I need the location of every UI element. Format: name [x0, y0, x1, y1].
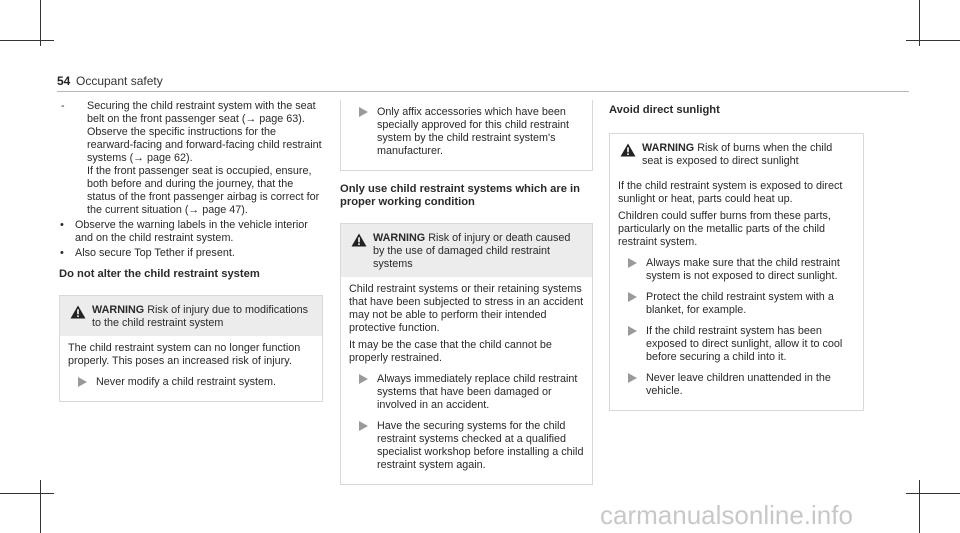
warning-body: The child restraint system can no longer function properly. This poses an increased risk of injury. — [68, 342, 301, 367]
step-arrow-icon — [359, 421, 368, 431]
watermark: carmanualsonline.info — [600, 500, 853, 530]
column-2 — [340, 100, 593, 495]
warning-box — [59, 295, 323, 402]
crop-mark — [906, 493, 960, 494]
header-rule — [57, 91, 909, 92]
warning-title: WARNING — [92, 304, 145, 316]
warning-text: Risk of injury or death caused by the use of damaged child restraint systems — [373, 232, 571, 270]
list-item: • Observe the warning labels in the vehicle interior and on the child restraint system. — [60, 219, 308, 244]
warning-body: Children could suffer burns from these parts, particularly on the metallic parts of the child restraint system. — [618, 210, 831, 248]
page-number: 54 — [57, 74, 71, 88]
warning-header — [60, 296, 322, 336]
section-heading: Only use child restraint systems which are in proper working condition — [340, 183, 580, 208]
warning-title: WARNING — [373, 232, 426, 244]
bullet-marker: • — [60, 219, 64, 231]
crop-mark — [919, 480, 920, 533]
warning-box — [609, 133, 864, 411]
step-arrow-icon — [359, 374, 368, 384]
warning-text: Risk of burns when the child seat is exposed to direct sunlight — [642, 142, 833, 167]
list-item-subtext: If the front passenger seat is occupied, ensure, both before and during the journey, that the status of the front passenger airbag is correct for the current situation (→ page 47). — [87, 165, 320, 216]
instruction-step: If the child restraint system has been exposed to direct sunlight, allow it to cool before securing a child into it. — [618, 325, 855, 364]
column-3 — [609, 100, 864, 421]
instruction-box — [340, 100, 593, 171]
crop-mark — [906, 40, 960, 41]
column-1 — [59, 100, 323, 412]
bullet-marker: • — [60, 247, 64, 259]
list-item: • Also secure Top Tether if present. — [60, 247, 235, 259]
step-arrow-icon — [628, 292, 637, 302]
step-arrow-icon — [78, 377, 87, 387]
list-item: - Securing the child restraint system with the seat belt on the front passenger seat (→ page 63). Observe the specific instructions for the rearward-facing and forward-facing child restraint systems (→ page 62). — [61, 100, 322, 164]
crop-mark — [0, 493, 54, 494]
instruction-step: Never modify a child restraint system. — [68, 376, 314, 389]
warning-header — [610, 134, 863, 174]
warning-box — [340, 223, 593, 485]
instruction-step: Always immediately replace child restraint systems that have been damaged or involved in an accident. — [349, 373, 584, 412]
instruction-step: Protect the child restraint system with a blanket, for example. — [618, 291, 855, 317]
dash-marker: - — [61, 100, 65, 112]
warning-title: WARNING — [642, 142, 695, 154]
step-arrow-icon — [628, 258, 637, 268]
warning-body: If the child restraint system is exposed to direct sunlight or heat, parts could heat up. — [618, 180, 843, 205]
instruction-step: Never leave children unattended in the vehicle. — [618, 372, 855, 398]
instruction-step: Always make sure that the child restraint system is not exposed to direct sunlight. — [618, 257, 855, 283]
warning-triangle-icon — [351, 233, 367, 247]
section-heading: Avoid direct sunlight — [609, 104, 720, 116]
warning-triangle-icon — [70, 305, 86, 319]
step-arrow-icon — [359, 107, 368, 117]
instruction-step: Have the securing systems for the child restraint systems checked at a qualified specialist workshop before installing a child restraint system again. — [349, 420, 584, 472]
warning-triangle-icon — [620, 143, 636, 157]
step-arrow-icon — [628, 373, 637, 383]
section-heading: Do not alter the child restraint system — [59, 268, 260, 280]
page-header-title: Occupant safety — [76, 74, 163, 88]
step-arrow-icon — [628, 326, 637, 336]
crop-mark — [40, 480, 41, 533]
warning-text: Risk of injury due to modifications to the child restraint system — [92, 304, 309, 329]
instruction-step: Only affix accessories which have been specially approved for this child restraint system by the child restraint system's manufacturer. — [349, 106, 584, 158]
warning-header — [341, 224, 592, 277]
warning-body: Child restraint systems or their retaining systems that have been subjected to stress in an accident may not be able to perform their intended protective function. — [349, 283, 584, 334]
crop-mark — [0, 40, 54, 41]
warning-body: It may be the case that the child cannot be properly restrained. — [349, 339, 552, 364]
